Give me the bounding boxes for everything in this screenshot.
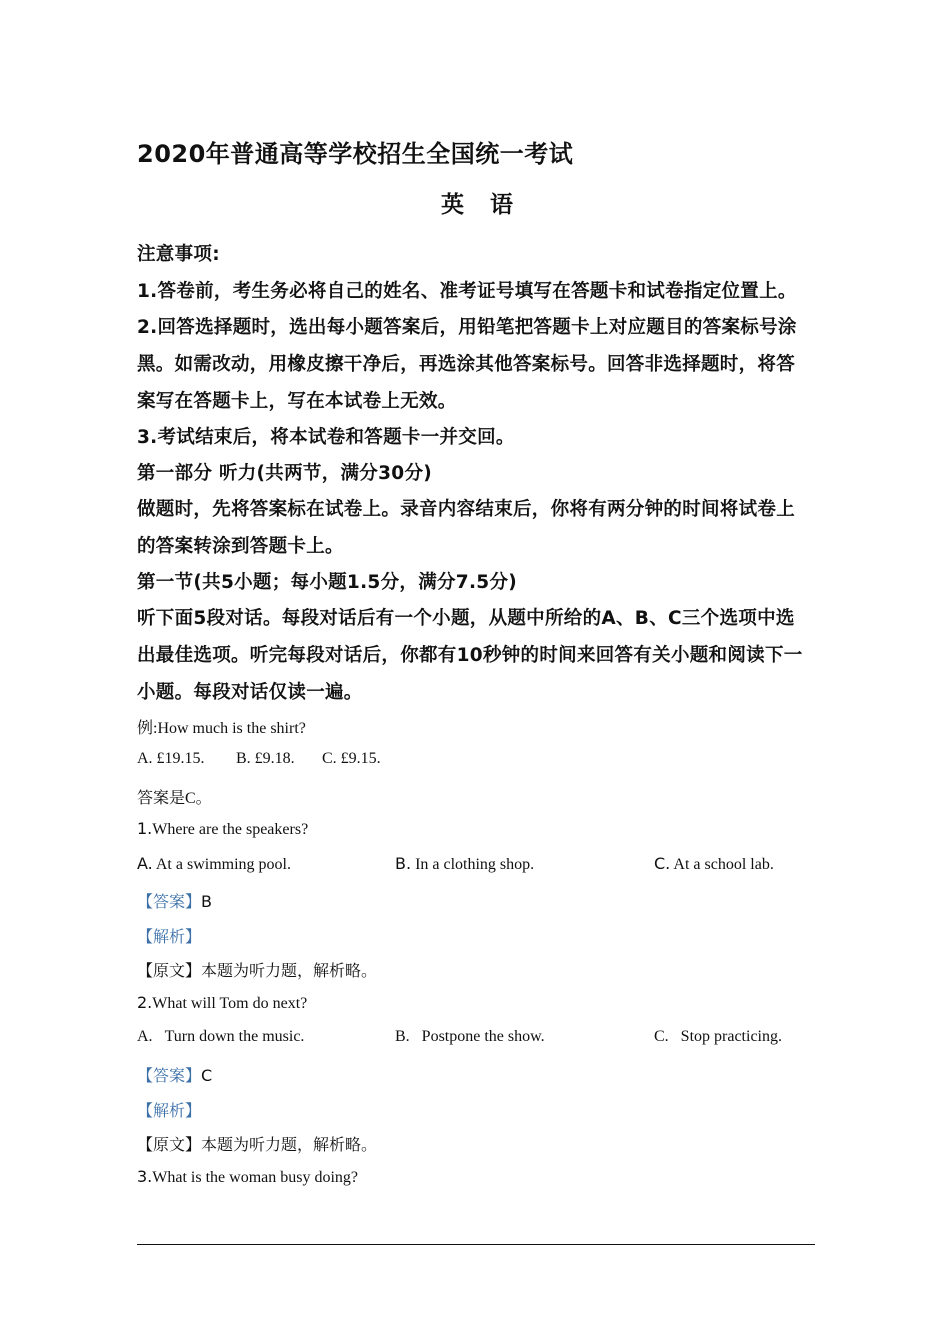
section1-instruction-line-3: 小题。每段对话仅读一遍。 xyxy=(137,682,363,703)
answer-value: B xyxy=(201,892,212,911)
q1-answer xyxy=(137,889,212,912)
section1-instruction-line-2: 出最佳选项。听完每段对话后，你都有10秒钟的时间来回答有关小题和阅读下一 xyxy=(137,645,803,666)
option-label: A. xyxy=(137,854,153,873)
q1-option-b xyxy=(395,854,534,874)
q2-option-b xyxy=(395,1028,545,1046)
option-text: At a swimming pool. xyxy=(155,856,291,873)
option-label: B. xyxy=(395,854,412,873)
answer-tag: 【答案】 xyxy=(137,892,202,911)
example-option-c: C. £9.15. xyxy=(322,750,381,767)
q1-option-a xyxy=(137,854,291,874)
q2-original-text: 【原文】本题为听力题，解析略。 xyxy=(137,1135,378,1154)
q2-analysis-tag: 【解析】 xyxy=(137,1101,202,1120)
notice-item-3: 3.考试结束后，将本试卷和答题卡一并交回。 xyxy=(137,427,515,448)
section1-heading: 第一节(共5小题；每小题1.5分，满分7.5分) xyxy=(137,572,518,593)
option-label: C. xyxy=(654,1028,669,1045)
notice-item-2-line-1: 2.回答选择题时，选出每小题答案后，用铅笔把答题卡上对应题目的答案标号涂 xyxy=(137,317,797,338)
question-text: Where are the speakers? xyxy=(152,821,309,838)
q1-analysis-tag: 【解析】 xyxy=(137,927,202,946)
option-text: Turn down the music. xyxy=(164,1028,305,1045)
subject-title: 英语 xyxy=(441,192,539,218)
question-1 xyxy=(137,819,308,839)
notice-item-1: 1.答卷前，考生务必将自己的姓名、准考证号填写在答题卡和试卷指定位置上。 xyxy=(137,281,797,302)
notice-heading: 注意事项: xyxy=(137,244,220,265)
q1-original-text: 【原文】本题为听力题，解析略。 xyxy=(137,961,378,980)
exam-page xyxy=(137,0,817,1344)
q2-answer xyxy=(137,1063,212,1086)
answer-tag: 【答案】 xyxy=(137,1066,202,1085)
example-answer: 答案是C。 xyxy=(137,790,212,807)
notice-item-2-line-3: 案写在答题卡上，写在本试卷上无效。 xyxy=(137,391,457,412)
question-text: What is the woman busy doing? xyxy=(152,1169,359,1186)
option-label: A. xyxy=(137,1028,153,1045)
footer-divider xyxy=(137,1244,815,1245)
option-text: At a school lab. xyxy=(673,856,774,873)
answer-value: C xyxy=(201,1066,213,1085)
q2-option-c xyxy=(654,1028,782,1046)
option-text: Stop practicing. xyxy=(680,1028,782,1045)
q1-option-c xyxy=(654,854,774,874)
part1-instruction-line-2: 的答案转涂到答题卡上。 xyxy=(137,536,344,557)
question-number: 1. xyxy=(137,819,153,838)
example-question: 例:How much is the shirt? xyxy=(137,720,306,737)
section1-instruction-line-1: 听下面5段对话。每段对话后有一个小题，从题中所给的A、B、C三个选项中选 xyxy=(137,608,795,629)
part1-heading: 第一部分 听力(共两节，满分30分) xyxy=(137,463,432,484)
option-text: Postpone the show. xyxy=(421,1028,545,1045)
example-option-b: B. £9.18. xyxy=(236,750,295,767)
example-option-a: A. £19.15. xyxy=(137,750,205,767)
question-number: 2. xyxy=(137,993,153,1012)
part1-instruction-line-1: 做题时，先将答案标在试卷上。录音内容结束后，你将有两分钟的时间将试卷上 xyxy=(137,499,796,520)
question-number: 3. xyxy=(137,1167,153,1186)
question-text: What will Tom do next? xyxy=(152,995,308,1012)
option-text: In a clothing shop. xyxy=(415,856,535,873)
exam-title: 2020年普通高等学校招生全国统一考试 xyxy=(137,140,574,168)
option-label: C. xyxy=(654,854,671,873)
option-label: B. xyxy=(395,1028,410,1045)
question-2 xyxy=(137,993,307,1013)
notice-item-2-line-2: 黑。如需改动，用橡皮擦干净后，再选涂其他答案标号。回答非选择题时，将答 xyxy=(137,354,796,375)
question-3 xyxy=(137,1167,358,1187)
q2-option-a xyxy=(137,1028,304,1046)
